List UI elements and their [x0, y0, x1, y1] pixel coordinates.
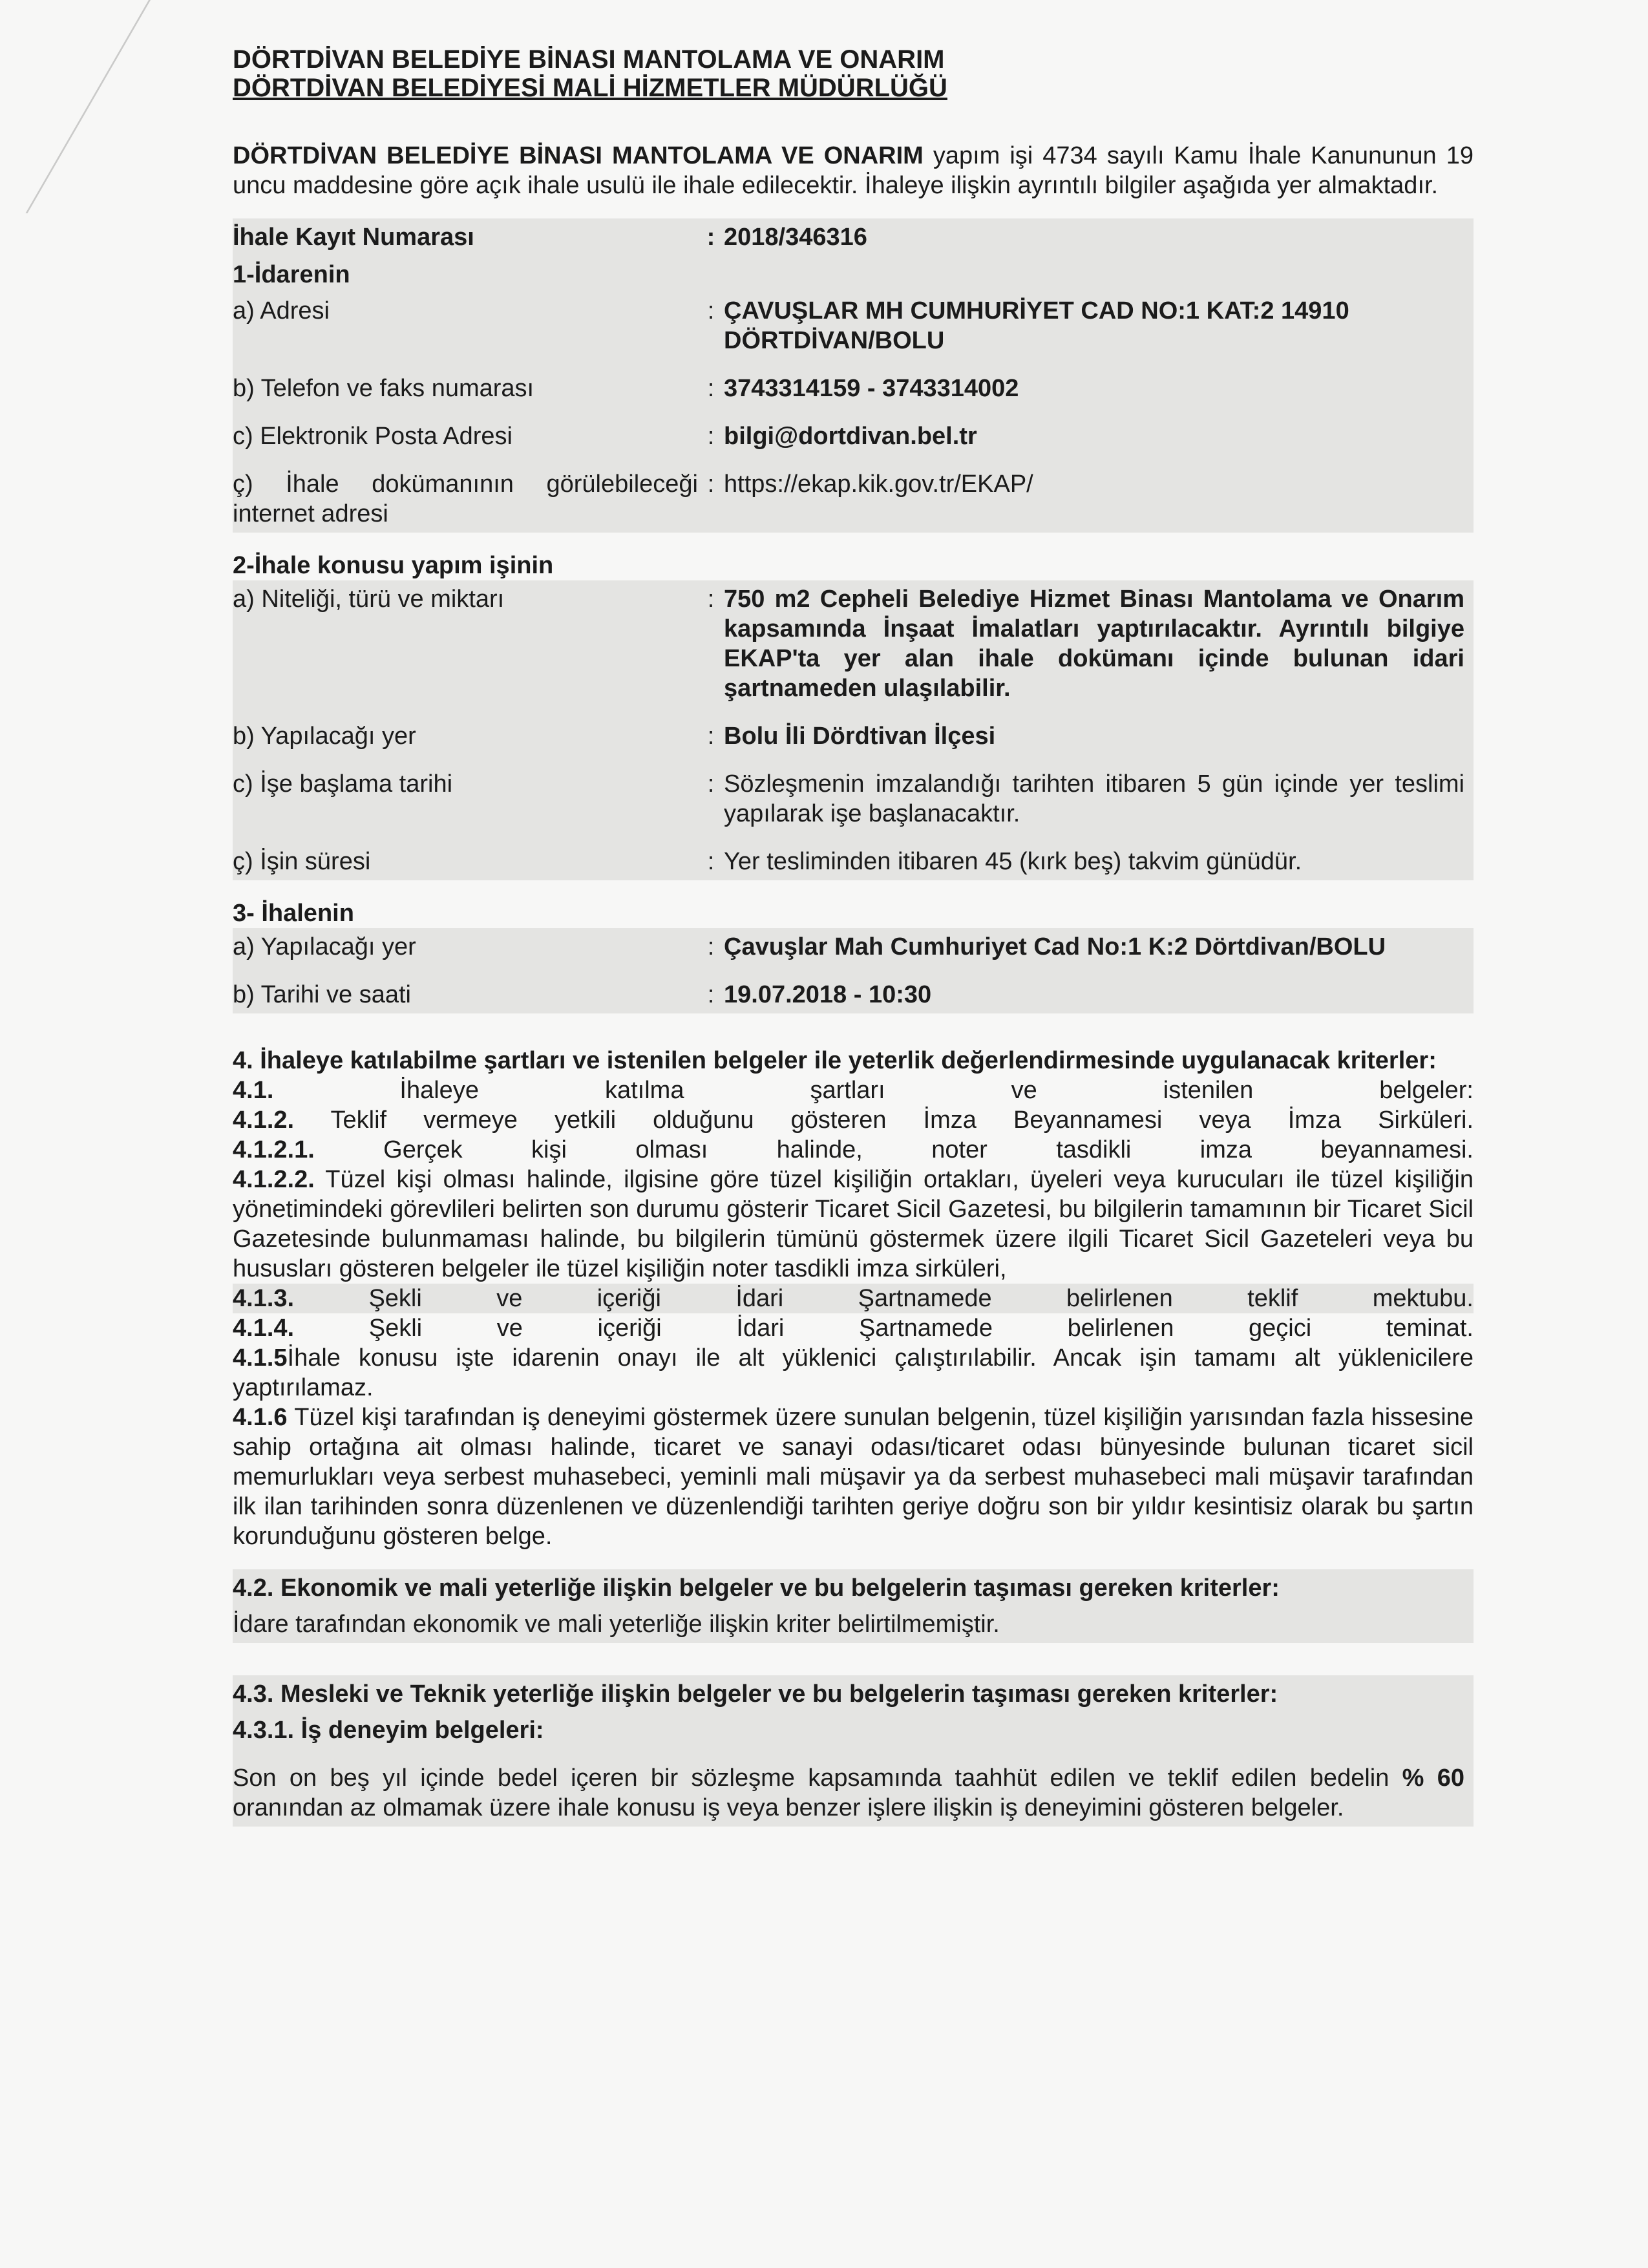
kriter-num: 4.1.3. [233, 1285, 295, 1312]
kriterler-title: 4. İhaleye katılabilme şartları ve istenilen belgeler ile yeterlik değerlendirmesinde uygulanacak kriterler: [233, 1047, 1437, 1074]
kriter-num: 4.1.6 [233, 1404, 288, 1431]
kriter-text: Tüzel kişi olması halinde, ilgisine göre tüzel kişiliğin ortakları, üyeleri veya kurucuları ile tüzel kişiliğin yönetimindeki görevlileri belirten son durumu gösterir Ticaret Sicil Gazetesi, bu bilgilerin tamamının bir Ticaret Sicil Gazetesinde bulunmaması halinde, bu bilgilerin tümünü göstermek üzere ilgili Ticaret Sicil Gazeteleri veya bu hususları gösteren belgeler ile tüzel kişiliğin noter tasdikli imza sirküleri, [233, 1166, 1474, 1282]
row-value: bilgi@dortdivan.bel.tr [724, 423, 977, 450]
row-value: 19.07.2018 - 10:30 [724, 981, 932, 1008]
mesleki-text-a: Son on beş yıl içinde bedel içeren bir sözleşme kapsamında taahhüt edilen ve teklif edilen bedelin [233, 1765, 1402, 1792]
idare-section [233, 256, 1474, 533]
colon: : [707, 981, 715, 1008]
page-corner-fold [0, 0, 151, 213]
kriter-item [233, 1343, 1474, 1403]
row-label: ç) İşin süresi [233, 848, 371, 875]
kriter-text: Şekli ve içeriği İdari Şartnamede belirlenen geçici teminat. [294, 1315, 1474, 1342]
kayit-label: İhale Kayıt Numarası [233, 224, 474, 251]
idare-row [233, 296, 1464, 355]
kriter-num: 4.1.4. [233, 1315, 295, 1342]
kayit-value: 2018/346316 [724, 224, 867, 251]
colon: : [707, 471, 715, 498]
header-line-1: DÖRTDİVAN BELEDİYE BİNASI MANTOLAMA VE ONARIM [233, 45, 945, 74]
row-value: Çavuşlar Mah Cumhuriyet Cad No:1 K:2 Dörtdivan/BOLU [724, 933, 1386, 960]
intro-bold: DÖRTDİVAN BELEDİYE BİNASI MANTOLAMA VE ONARIM [233, 142, 924, 169]
colon: : [707, 933, 715, 960]
kriter-item [233, 1165, 1474, 1284]
kriter-item [233, 1284, 1474, 1313]
kriter-item [233, 1313, 1474, 1343]
mesleki-text [233, 1763, 1464, 1823]
kriter-text: Gerçek kişi olması halinde, noter tasdikli imza beyannamesi. [314, 1136, 1474, 1163]
kriter-num: 4.1.2. [233, 1107, 295, 1134]
ihale-row [233, 980, 1464, 1010]
is-row [233, 769, 1464, 829]
kriter-item [233, 1135, 1474, 1165]
row-value: 750 m2 Cepheli Belediye Hizmet Binası Mantolama ve Onarım kapsamında İnşaat İmalatları yaptırılacaktır. Ayrıntılı bilgiye EKAP'ta yer alan ihale dokümanı içinde bulunan idari şartnameden ulaşılabilir. [724, 586, 1464, 702]
is-section [233, 580, 1474, 880]
kriter-num: 4.1.2.1. [233, 1136, 315, 1163]
kriter-item [233, 1105, 1474, 1135]
idare-row [233, 421, 1464, 451]
kriterler-section [233, 1046, 1474, 1551]
kriter-text: İhaleye katılma şartları ve istenilen belgeler: [273, 1077, 1474, 1104]
colon: : [707, 423, 715, 450]
is-title: 2-İhale konusu yapım işinin [233, 552, 554, 579]
mesleki-percent: % 60 [1402, 1765, 1464, 1792]
ekonomik-section [233, 1569, 1474, 1643]
row-label: b) Tarihi ve saati [233, 981, 411, 1008]
idare-row [233, 374, 1464, 403]
row-value: Yer tesliminden itibaren 45 (kırk beş) takvim günüdür. [724, 848, 1302, 875]
ekonomik-text: İdare tarafından ekonomik ve mali yeterliğe ilişkin kriter belirtilmemiştir. [233, 1611, 1000, 1638]
mesleki-title: 4.3. Mesleki ve Teknik yeterliğe ilişkin belgeler ve bu belgelerin taşıması gereken kriterler: [233, 1680, 1278, 1708]
colon: : [707, 770, 715, 798]
row-label: a) Yapılacağı yer [233, 933, 416, 960]
ihale-section [233, 928, 1474, 1013]
colon: : [707, 848, 715, 875]
row-value: Bolu İli Dördtivan İlçesi [724, 723, 996, 750]
kriter-item [233, 1403, 1474, 1551]
mesleki-section [233, 1675, 1474, 1827]
document-header [233, 45, 1474, 102]
idare-title: 1-İdarenin [233, 261, 350, 288]
header-line-2: DÖRTDİVAN BELEDİYESİ MALİ HİZMETLER MÜDÜRLÜĞÜ [233, 74, 947, 102]
colon: : [706, 224, 715, 251]
intro-text: yapım işi 4734 sayılı Kamu İhale Kanununun 19 uncu maddesine göre açık ihale usulü ile ihale edilecektir. İhaleye ilişkin ayrıntılı bilgiler aşağıda yer almaktadır. [233, 142, 1474, 199]
is-row [233, 584, 1464, 703]
kayit-row [233, 218, 1474, 256]
colon: : [707, 297, 715, 324]
idare-row [233, 469, 1464, 529]
ekonomik-title: 4.2. Ekonomik ve mali yeterliğe ilişkin belgeler ve bu belgelerin taşıması gereken kriterler: [233, 1574, 1280, 1602]
colon: : [707, 586, 715, 613]
kriter-text: Şekli ve içeriği İdari Şartnamede belirlenen teklif mektubu. [294, 1285, 1474, 1312]
kriter-num: 4.1. [233, 1077, 274, 1104]
kriter-text: Teklif vermeye yetkili olduğunu gösteren İmza Beyannamesi veya İmza Sirküleri. [294, 1107, 1474, 1134]
is-row [233, 847, 1464, 876]
row-value: 3743314159 - 3743314002 [724, 375, 1019, 402]
kriter-text: Tüzel kişi tarafından iş deneyimi göstermek üzere sunulan belgenin, tüzel kişiliğin yarısından fazla hissesine sahip ortağına ait olması halinde, ticaret ve sanayi odası/ticaret odası bünyesinde bulunan ticaret sicil memurlukları veya serbest muhasebeci, yeminli mali müşavir ya da serbest muhasebeci mali müşavir tarafından ilk ilan tarihinden sonra düzenlenen ve düzenlendiği tarihten geriye doğru son bir yıldır kesintisiz olarak bu şartın korunduğunu gösteren belge. [233, 1404, 1474, 1550]
row-value: Sözleşmenin imzalandığı tarihten itibaren 5 gün içinde yer teslimi yapılarak işe başlanacaktır. [724, 770, 1464, 827]
row-label: b) Telefon ve faks numarası [233, 375, 534, 402]
is-row [233, 721, 1464, 751]
mesleki-text-b: oranından az olmamak üzere ihale konusu iş veya benzer işlere ilişkin iş deneyimini gösteren belgeler. [233, 1794, 1344, 1821]
ihale-title: 3- İhalenin [233, 900, 354, 927]
colon: : [707, 723, 715, 750]
row-label: b) Yapılacağı yer [233, 723, 416, 750]
intro-paragraph [233, 141, 1474, 200]
row-label: c) İşe başlama tarihi [233, 770, 453, 798]
row-label: ç) İhale dokümanının görülebileceği internet adresi [233, 471, 698, 527]
row-label: c) Elektronik Posta Adresi [233, 423, 512, 450]
document-page [233, 45, 1474, 1827]
row-value: ÇAVUŞLAR MH CUMHURİYET CAD NO:1 KAT:2 14910 DÖRTDİVAN/BOLU [724, 297, 1349, 354]
kriter-num: 4.1.2.2. [233, 1166, 315, 1193]
kriter-item [233, 1076, 1474, 1105]
colon: : [707, 375, 715, 402]
ihale-row [233, 932, 1464, 962]
kriter-text: İhale konusu işte idarenin onayı ile alt yüklenici çalıştırılabilir. Ancak işin tamamı alt yüklenicilere yaptırılamaz. [233, 1344, 1474, 1401]
row-value: https://ekap.kik.gov.tr/EKAP/ [724, 471, 1033, 498]
row-label: a) Niteliği, türü ve miktarı [233, 586, 505, 613]
mesleki-subtitle: 4.3.1. İş deneyim belgeleri: [233, 1717, 544, 1744]
row-label: a) Adresi [233, 297, 330, 324]
kriter-num: 4.1.5 [233, 1344, 288, 1372]
